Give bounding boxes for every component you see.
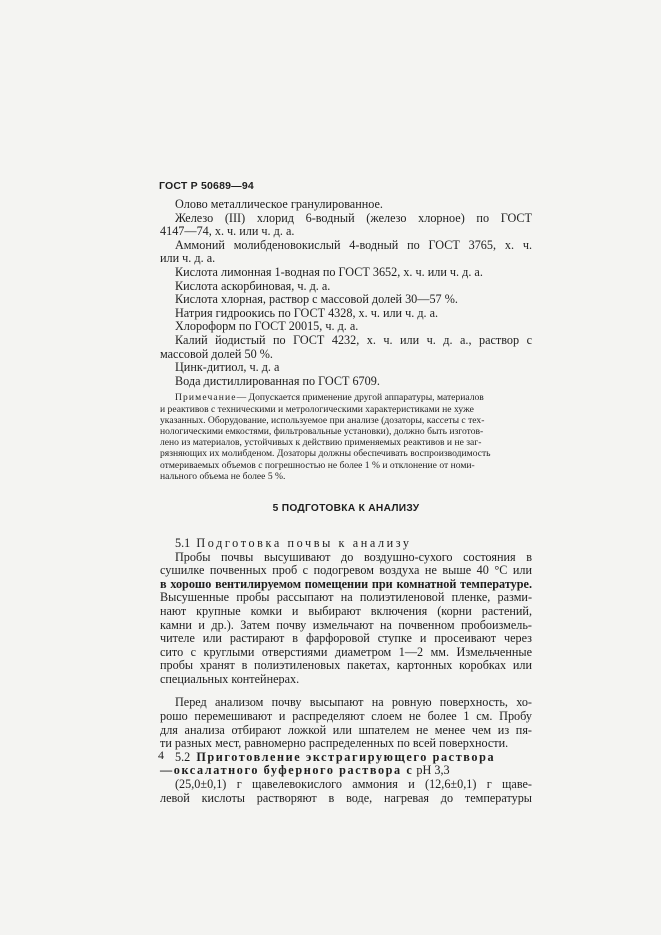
paragraph-line: для анализа отбирают ложкой или шпателем не менее чем из пя- xyxy=(160,722,532,737)
subsection-number: 5.2 xyxy=(175,749,191,764)
subsection-5-1 xyxy=(160,537,532,751)
reagent-item: Железо (III) хлорид 6-водный (железо хлорное) по ГОСТ xyxy=(175,210,532,225)
note-line: нологическими емкостями, фильтровальные установки), должно быть изготов- xyxy=(160,425,484,437)
reagent-item: Цинк-дитиол, ч. д. а xyxy=(175,360,280,375)
reagent-item-cont: массовой долей 50 %. xyxy=(160,346,273,361)
paragraph-line: Перед анализом почву высыпают на ровную поверхность, хо- xyxy=(175,695,532,710)
paragraph-line: сушилке почвенных проб с подогревом воздуха не выше 40 °С или xyxy=(160,563,532,578)
subsection-heading xyxy=(160,751,532,765)
reagent-item-cont: 4147—74, х. ч. или ч. д. а. xyxy=(160,224,295,239)
paragraph-line: левой кислоты растворяют в воде, нагревая до температуры xyxy=(160,790,532,805)
note-first-line-text: — Допускается применение другой аппаратуры, материалов xyxy=(236,392,484,404)
paragraph-line: пробы хранят в полиэтиленовых пакетах, картонных коробках или xyxy=(160,658,532,673)
reagent-item-cont: или ч. д. а. xyxy=(160,251,216,266)
page-body xyxy=(160,198,532,805)
note-line: отмериваемых объемов с погрешностью не более 1 % и отклонение от номи- xyxy=(160,459,475,471)
paragraph-line: Высушенные пробы рассыпают на полиэтиленовой пленке, разми- xyxy=(160,590,532,605)
title-dash: — xyxy=(160,763,174,778)
reagent-item: Натрия гидроокись по ГОСТ 4328, х. ч. или ч. д. а. xyxy=(175,305,439,320)
paragraph-line: рошо перемешивают и распределяют слоем не более 1 см. Пробу xyxy=(160,709,532,724)
subsection-title-ph: рН 3,3 xyxy=(416,763,450,778)
subsection-heading xyxy=(160,537,532,551)
reagent-item: Кислота хлорная, раствор с массовой долей 30—57 %. xyxy=(175,292,458,307)
subsection-title-cont: оксалатного буферного раствора с xyxy=(173,763,414,778)
paragraph-line: ти разных мест, равномерно распределенных по всей поверхности. xyxy=(160,736,509,751)
reagent-item: Кислота аскорбиновая, ч. д. а. xyxy=(175,278,331,293)
paragraph-line: специальных контейнерах. xyxy=(160,671,300,686)
reagent-item: Хлороформ по ГОСТ 20015, ч. д. а. xyxy=(175,319,359,334)
note-label: Примечание xyxy=(175,392,237,404)
paragraph-line: нают крупные комки и выбирают включения (корни растений, xyxy=(160,603,532,618)
reagent-item: Калий йодистый по ГОСТ 4232, х. ч. или ч. д. а., раствор с xyxy=(175,332,532,347)
subsection-title: Приготовление экстрагирующего раствора xyxy=(196,749,496,764)
reagent-item: Аммоний молибденовокислый 4-водный по ГОСТ 3765, х. ч. xyxy=(175,237,532,252)
subsection-number: 5.1 xyxy=(175,535,191,550)
subsection-title: Подготовка почвы к анализу xyxy=(196,535,412,550)
page-number: 4 xyxy=(158,748,164,762)
note-line: лено из материалов, устойчивых к действию применяемых реактивов и не заг- xyxy=(160,437,482,449)
paragraph-line: в хорошо вентилируемом помещении при комнатной температуре. xyxy=(160,576,532,591)
paragraph-line: (25,0±0,1) г щавелевокислого аммония и (12,6±0,1) г щаве- xyxy=(175,777,532,792)
reagent-item: Кислота лимонная 1-водная по ГОСТ 3652, х. ч. или ч. д. а. xyxy=(175,264,483,279)
note-line: нального объема не более 5 %. xyxy=(160,470,286,482)
note-line: рязняющих их молибденом. Дозаторы должны обеспечивать воспроизводимость xyxy=(160,448,491,460)
standard-header: ГОСТ Р 50689—94 xyxy=(159,180,254,192)
note-block xyxy=(160,392,532,482)
note-line: и реактивов с техническими и метрологическими характеристиками не хуже xyxy=(160,403,474,415)
paragraph-line: сито с круглыми отверстиями диаметром 1—2 мм. Измельченные xyxy=(160,644,532,659)
reagent-list xyxy=(160,198,532,388)
reagent-item: Вода дистиллированная по ГОСТ 6709. xyxy=(175,373,380,388)
paragraph-line: чителе или растирают в фарфоровой ступке и просеивают через xyxy=(160,631,532,646)
paragraph-line: камни и др.). Затем почву измельчают на почвенном пробоизмель- xyxy=(160,617,532,632)
note-line: указанных. Оборудование, используемое при анализе (дозаторы, кассеты с тех- xyxy=(160,414,485,426)
paragraph-line: Пробы почвы высушивают до воздушно-сухого состояния в xyxy=(175,549,532,564)
subsection-heading-cont xyxy=(160,764,532,778)
subsection-5-2 xyxy=(160,751,532,805)
note-first-line xyxy=(160,392,532,403)
section-title: 5 ПОДГОТОВКА К АНАЛИЗУ xyxy=(272,502,420,514)
reagent-item: Олово металлическое гранулированное. xyxy=(175,197,383,211)
